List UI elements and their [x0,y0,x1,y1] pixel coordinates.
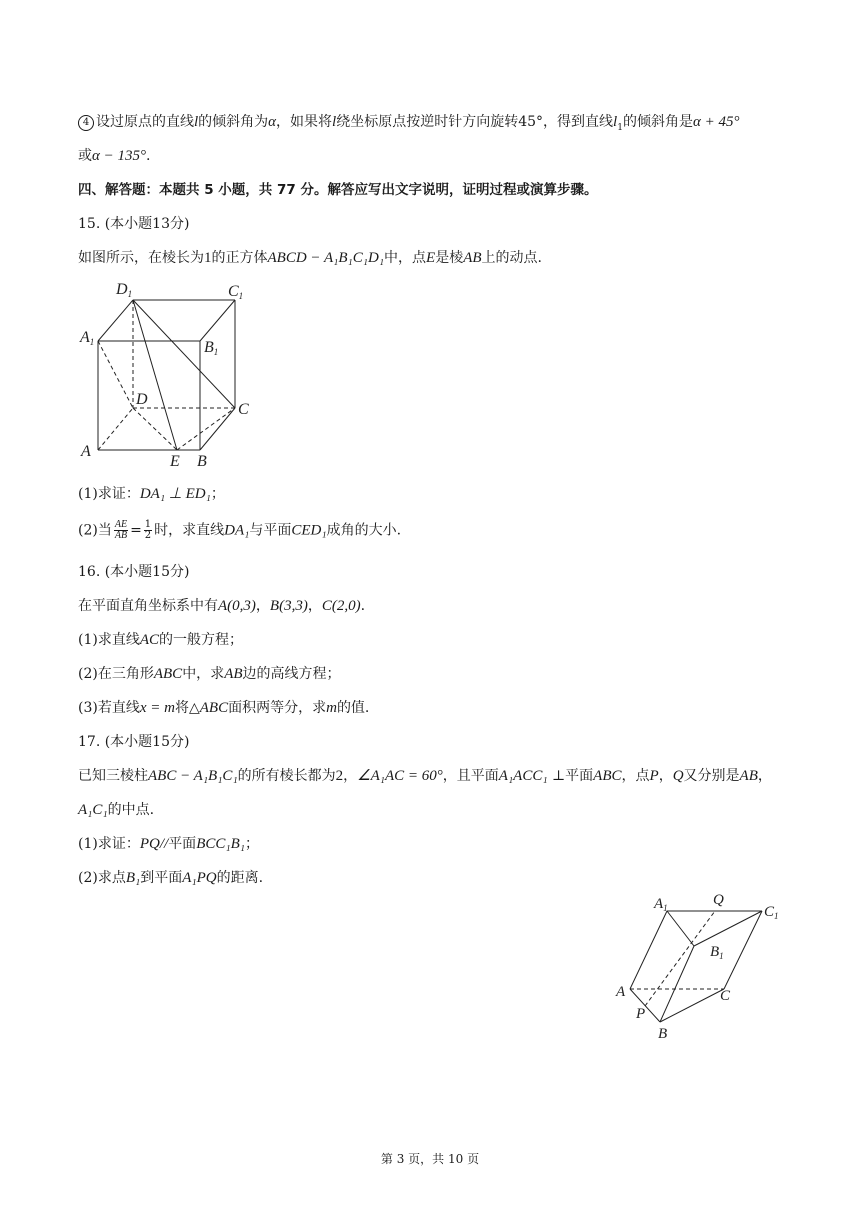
label-c: C [720,988,731,1004]
label-e: E [170,453,180,470]
q16-stem: 在平面直角坐标系中有A(0,3)，B(3,3)，C(2,0). [78,598,366,614]
label-p: P [636,1006,646,1022]
label-c: C [238,401,249,418]
label-b: B [197,453,207,470]
label-a: A [616,984,626,1000]
q16-title: 16. (本小题15分) [78,564,190,580]
q16-part3: (3)若直线x = m将△ABC面积两等分，求m的值. [78,700,370,716]
label-d: D [136,391,148,408]
label-b1: B1 [204,339,219,357]
label-b: B [658,1026,668,1040]
label-q: Q [713,892,724,908]
q17-part2: (2)求点B₁到平面A₁PQ的距离. [78,870,264,886]
prism-figure [612,890,792,1040]
item4-line1: 4 设过原点的直线l的倾斜角为α，如果将l绕坐标原点按逆时针方向旋转45°，得到直线$l_1$的倾斜角是α + 45° [78,112,739,138]
q17-part1: (1)求证：PQ//平面BCC₁B₁； [78,836,259,852]
q15-part1: (1)求证：DA₁ ⊥ ED₁； [78,486,225,502]
label-b1: $B_1$ [710,944,724,961]
q15-title: 15. (本小题13分) [78,216,190,232]
label-a1: $A_1$ [654,896,668,913]
cube-figure [76,280,256,470]
fraction-ae-ab: $\frac{AE}{AB}$ [114,519,128,541]
label-d1: D1 [116,281,133,299]
label-c1: $C_1$ [764,904,779,921]
circled-number-marker: 4 [78,115,94,131]
label-c1: C1 [228,283,244,301]
q17-stem-line2: A₁C₁的中点. [78,802,155,818]
q15-part2: (2)当 $\frac{AE}{AB}$ = $\frac{1}{2}$ 时，求直线DA₁与平面CED₁成角的大小. [78,519,402,541]
item4-line2: 或α − 135°. [78,148,151,164]
fraction-half: $\frac{1}{2}$ [144,519,152,541]
q17-stem-line1: 已知三棱柱ABC − A₁B₁C₁的所有棱长都为2，∠A₁AC = 60°，且平面A₁ACC₁ ⊥平面ABC，点P，Q又分别是AB， [78,768,772,784]
q15-stem: 如图所示，在棱长为1的正方体ABCD − A₁B₁C₁D₁中，点E是棱AB上的动点. [78,250,542,266]
label-a: A [81,443,91,460]
q16-part2: (2)在三角形ABC中，求AB边的高线方程； [78,666,341,682]
section-heading: 四、解答题：本题共 5 小题，共 77 分。解答应写出文字说明，证明过程或演算步骤。 [78,182,598,198]
q16-part1: (1)求直线AC的一般方程； [78,632,244,648]
q17-title: 17. (本小题15分) [78,734,190,750]
label-a1: A1 [80,329,95,347]
page-footer: 第 3 页，共 10 页 [380,1152,480,1166]
